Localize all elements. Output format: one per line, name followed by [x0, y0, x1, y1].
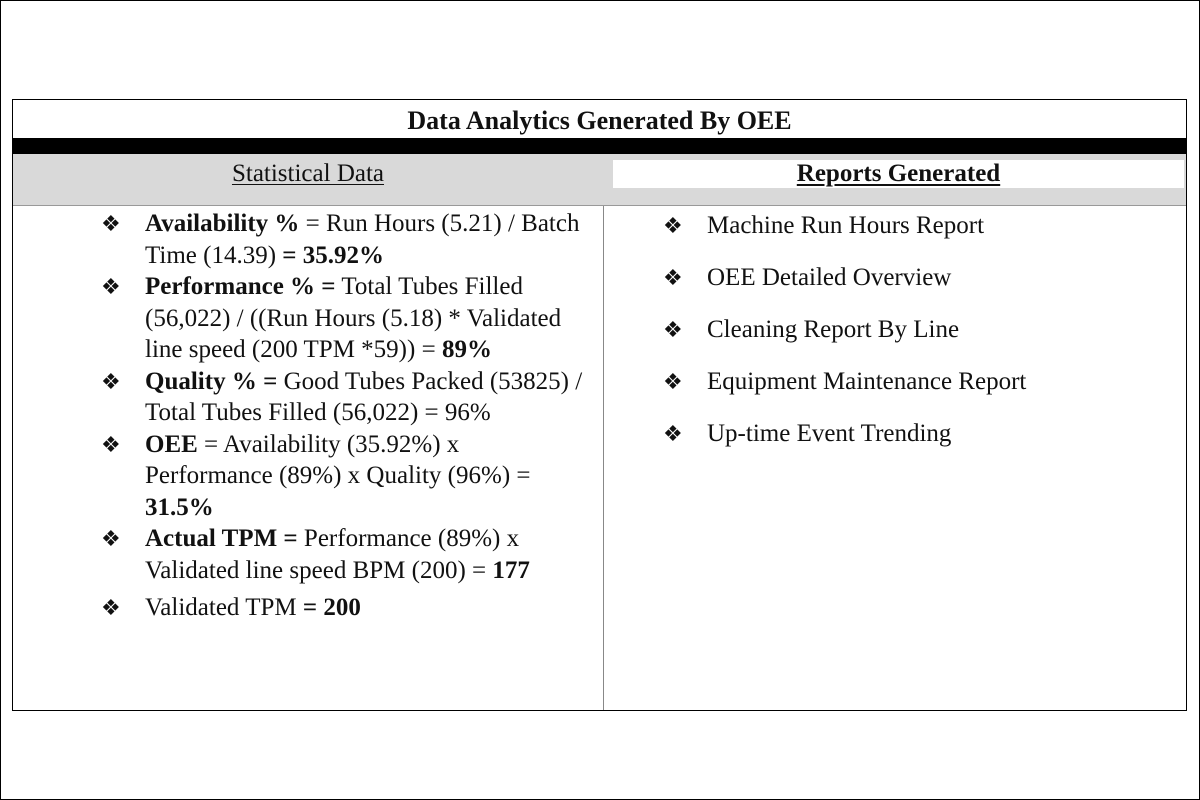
- list-item: [101, 208, 591, 271]
- report-name: Machine Run Hours Report: [707, 212, 985, 239]
- diamond-bullet-icon: ❖: [663, 369, 683, 394]
- stat-text: Validated TPM: [145, 594, 303, 621]
- stat-result: 89%: [441, 336, 492, 363]
- list-item: [663, 314, 1163, 346]
- list-item: [663, 366, 1163, 398]
- report-name: Up-time Event Trending: [707, 420, 952, 447]
- title-bar: [13, 138, 1186, 154]
- list-item: [663, 262, 1163, 294]
- list-item: [101, 271, 591, 366]
- stat-text: Good Tubes Packed (53825) / Total Tubes Filled (56,022) = 96%: [145, 367, 583, 426]
- stat-result: 177: [492, 556, 530, 584]
- stat-text: Performance (89%) x Validated line speed BPM (200) =: [145, 525, 520, 584]
- table-title: Data Analytics Generated By OEE: [407, 106, 792, 135]
- list-item: [663, 210, 1163, 242]
- statistical-data-header-label: Statistical Data: [231, 160, 385, 187]
- report-name: OEE Detailed Overview: [707, 264, 952, 291]
- reports-generated-header: [613, 160, 1184, 188]
- diamond-bullet-icon: ❖: [101, 431, 121, 457]
- stat-result: = 200: [302, 594, 361, 621]
- stat-label: Actual TPM =: [145, 525, 298, 552]
- diamond-bullet-icon: ❖: [101, 211, 121, 236]
- reports-list: [663, 210, 1163, 470]
- diamond-bullet-icon: ❖: [663, 213, 683, 238]
- stat-label: Quality % =: [145, 367, 278, 395]
- report-name: Equipment Maintenance Report: [707, 368, 1027, 395]
- diamond-bullet-icon: ❖: [663, 265, 683, 290]
- list-item: [101, 429, 591, 524]
- diamond-bullet-icon: ❖: [101, 368, 121, 394]
- reports-generated-header-label: Reports Generated: [796, 160, 1001, 187]
- stat-result: 35.92%: [302, 241, 385, 269]
- statistical-data-header: [13, 154, 603, 206]
- stat-eq: =: [282, 241, 303, 269]
- list-item: [101, 592, 591, 624]
- stat-text: Total Tubes Filled (56,022) / ((Run Hours (5.18) * Validated line speed (200 TPM *59)) =: [145, 273, 562, 363]
- stat-text: = Availability (35.92%) x Performance (89%) x Quality (96%) =: [145, 430, 531, 489]
- analytics-table: [12, 99, 1187, 711]
- stat-label: OEE: [145, 430, 198, 458]
- stat-label: Availability %: [145, 210, 300, 237]
- diamond-bullet-icon: ❖: [663, 421, 683, 446]
- list-item: [101, 523, 591, 586]
- diamond-bullet-icon: ❖: [663, 317, 683, 342]
- list-item: [663, 418, 1163, 450]
- column-divider: [603, 206, 604, 710]
- statistics-list: [101, 208, 591, 624]
- diamond-bullet-icon: ❖: [101, 595, 121, 620]
- list-item: [101, 366, 591, 429]
- diamond-bullet-icon: ❖: [101, 526, 121, 551]
- stat-label: Performance % =: [145, 273, 336, 300]
- report-name: Cleaning Report By Line: [707, 316, 960, 343]
- stat-result: 31.5%: [145, 493, 214, 521]
- stat-text: = Run Hours (5.21) / Batch Time (14.39): [145, 210, 580, 269]
- diamond-bullet-icon: ❖: [101, 274, 121, 299]
